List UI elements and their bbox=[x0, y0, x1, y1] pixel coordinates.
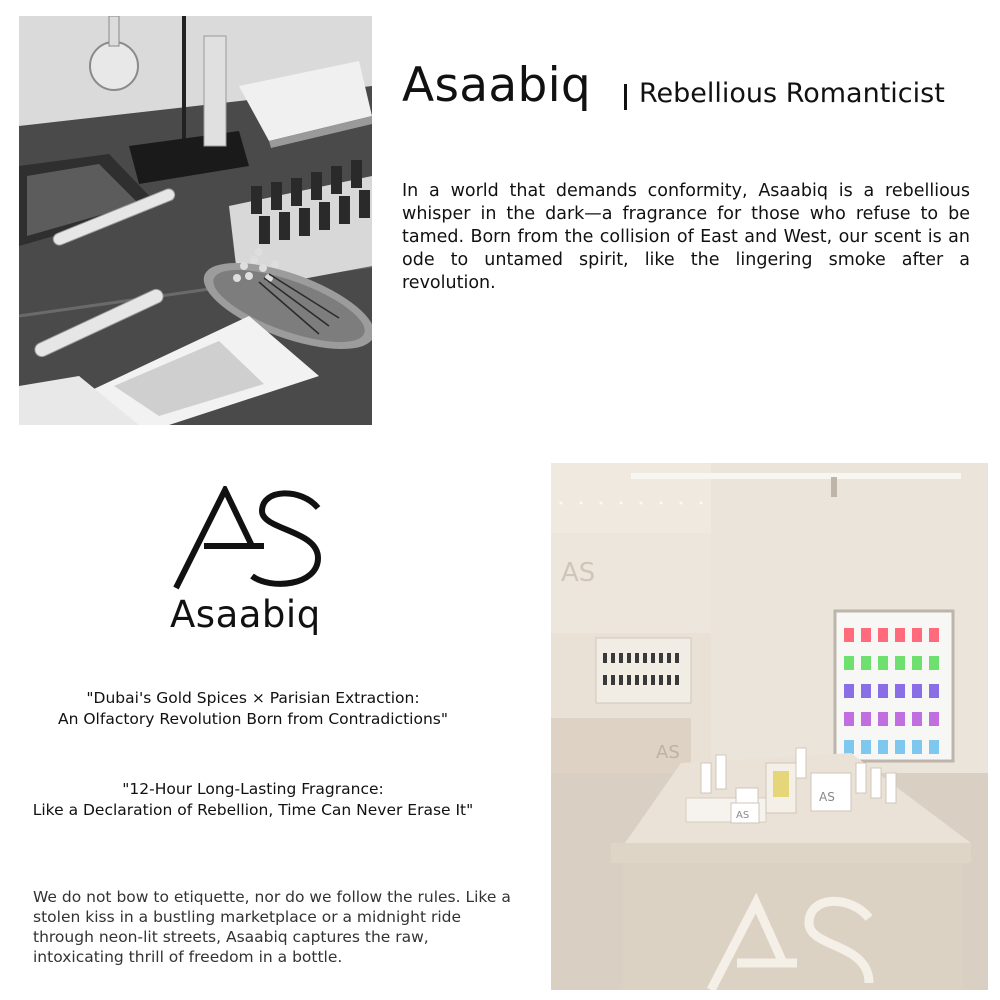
svg-text:AS: AS bbox=[561, 558, 596, 588]
quote-line: Like a Declaration of Rebellion, Time Can Never Erase It" bbox=[32, 801, 474, 819]
quote-dubai-paris bbox=[13, 688, 493, 730]
quote-long-lasting bbox=[13, 779, 493, 821]
title-divider bbox=[624, 84, 627, 110]
svg-text:AS: AS bbox=[819, 790, 835, 804]
brand-tagline: Rebellious Romanticist bbox=[639, 78, 945, 109]
as-monogram-logo bbox=[170, 486, 325, 591]
intro-paragraph: In a world that demands conformity, Asaabiq is a rebellious whisper in the dark—a fragrance for those who refuse to be tamed. Born from the collision of East and West, our scent is an ode to untamed spirit, like the lingering smoke after a revolution. bbox=[402, 181, 970, 293]
quote-line: An Olfactory Revolution Born from Contradictions" bbox=[58, 710, 448, 728]
svg-text:AS: AS bbox=[736, 810, 750, 821]
perfume-lab-photo bbox=[19, 16, 372, 425]
quote-line: "12-Hour Long-Lasting Fragrance: bbox=[122, 780, 384, 798]
logo-wordmark: Asaabiq bbox=[170, 593, 321, 636]
closing-paragraph: We do not bow to etiquette, nor do we follow the rules. Like a stolen kiss in a bustling marketplace or a midnight ride through neon-lit streets, Asaabiq captures the raw, intoxicating thrill of freedom in a bottle. bbox=[33, 888, 511, 966]
quote-line: "Dubai's Gold Spices × Parisian Extraction: bbox=[86, 689, 420, 707]
svg-text:AS: AS bbox=[656, 742, 680, 763]
boutique-interior-photo bbox=[551, 463, 988, 990]
perfume-lab-illustration bbox=[19, 16, 372, 425]
brand-title: Asaabiq bbox=[402, 58, 592, 113]
boutique-illustration bbox=[551, 463, 988, 990]
